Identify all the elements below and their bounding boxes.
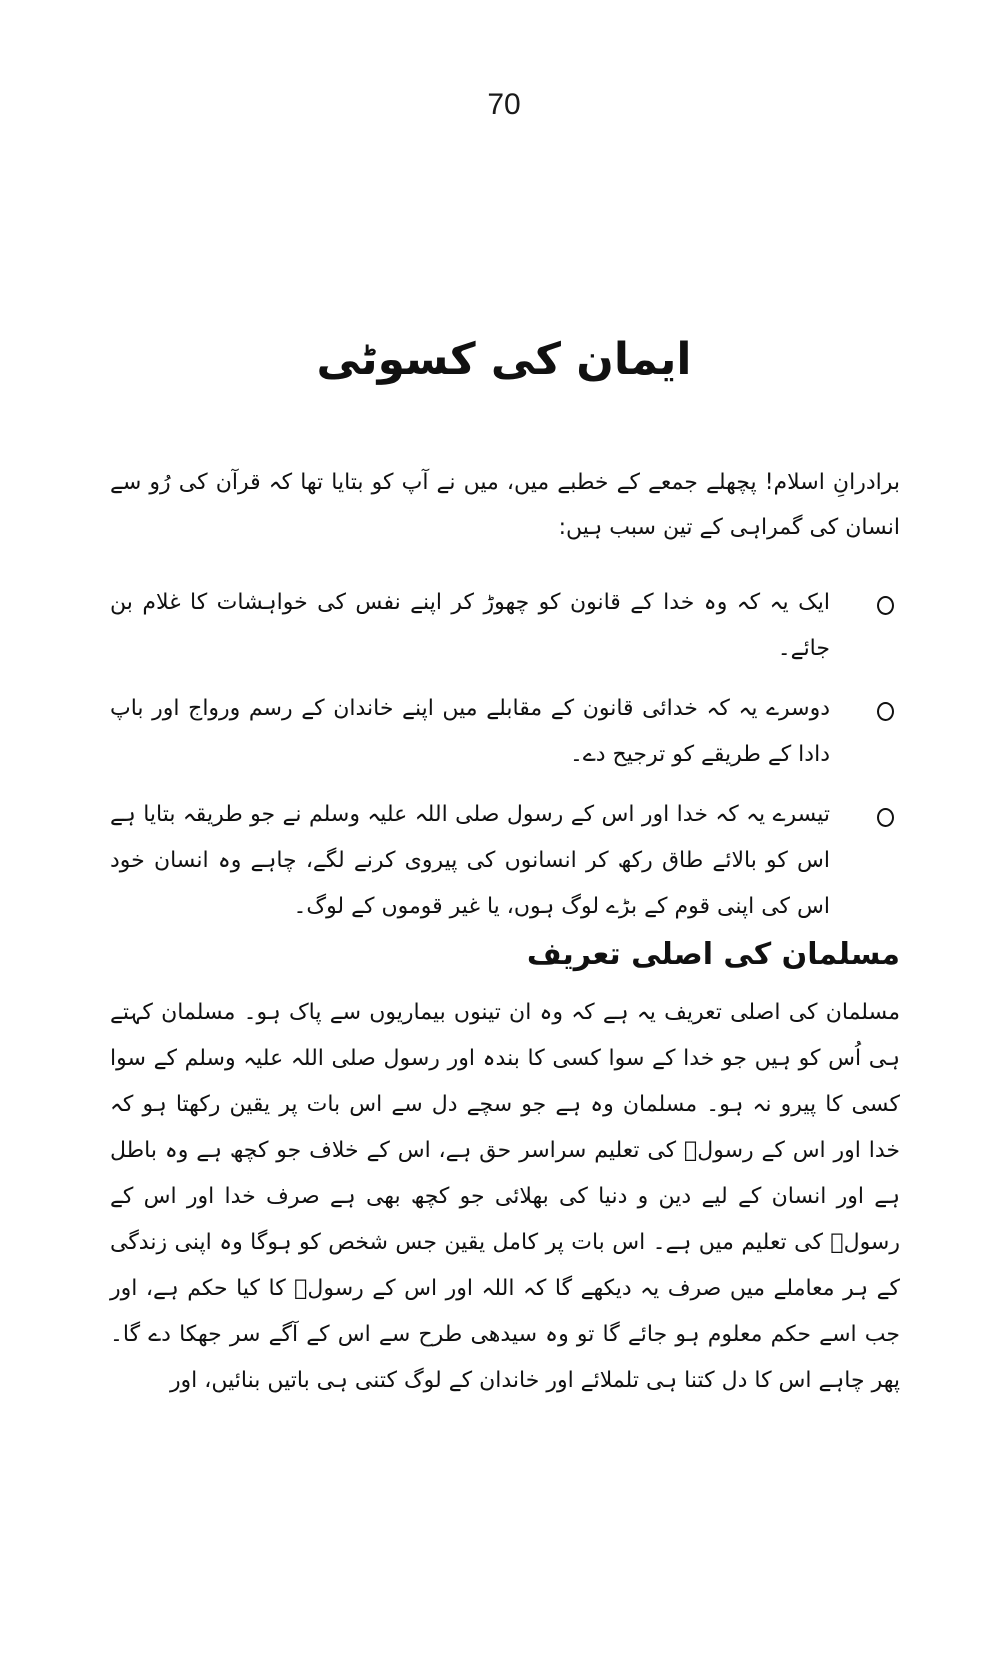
- bullet-circle-icon: [877, 702, 894, 721]
- bullet-list: [110, 580, 900, 944]
- page-number: 70: [487, 88, 521, 121]
- section-heading: مسلمان کی اصلی تعریف: [526, 937, 900, 972]
- bullet-text: تیسرے یہ کہ خدا اور اس کے رسول صلی اللہ علیہ وسلم نے جو طریقہ بتایا ہے اس کو بالائے طاق رکھ کر انسانوں کی پیروی کرنے لگے، چاہے وہ انسان خود اس کی اپنی قوم کے بڑے لوگ ہوں، یا غیر قوموں کے لوگ۔: [110, 802, 830, 919]
- bullet-text: دوسرے یہ کہ خدائی قانون کے مقابلے میں اپنے خاندان کے رسم ورواج اور باپ دادا کے طریقے کو ترجیح دے۔: [110, 696, 830, 767]
- bullet-text: ایک یہ کہ وہ خدا کے قانون کو چھوڑ کر اپنے نفس کی خواہشات کا غلام بن جائے۔: [110, 590, 830, 661]
- chapter-title: ایمان کی کسوٹی: [316, 334, 692, 385]
- section-body-paragraph: مسلمان کی اصلی تعریف یہ ہے کہ وہ ان تینوں بیماریوں سے پاک ہو۔ مسلمان کہتے ہی اُس کو ہیں جو خدا کے سوا کسی کا بندہ اور رسول صلی اللہ علیہ وسلم کے سوا کسی کا پیرو نہ ہو۔ مسلمان وہ ہے جو سچے دل سے اس بات پر یقین رکھتا ہو کہ خدا اور اس کے رسولؐ کی تعلیم سراسر حق ہے، اس کے خلاف جو کچھ ہے وہ باطل ہے اور انسان کے لیے دین و دنیا کی بھلائی جو کچھ بھی ہے صرف خدا اور اس کے رسولؐ کی تعلیم میں ہے۔ اس بات پر کامل یقین جس شخص کو ہوگا وہ اپنی زندگی کے ہر معاملے میں صرف یہ دیکھے گا کہ اللہ اور اس کے رسولؐ کا کیا حکم ہے، اور جب اسے حکم معلوم ہو جائے گا تو وہ سیدھی طرح سے اس کے آگے سر جھکا دے گا۔ پھر چاہے اس کا دل کتنا ہی تلملائے اور خاندان کے لوگ کتنی ہی باتیں بنائیں، اور: [110, 1000, 900, 1393]
- bullet-circle-icon: [877, 596, 894, 615]
- bullet-item-1: [110, 580, 900, 672]
- bullet-item-2: [110, 686, 900, 778]
- intro-paragraph: برادرانِ اسلام! پچھلے جمعے کے خطبے میں، میں نے آپ کو بتایا تھا کہ قرآن کی رُو سے انسان کی گمراہی کے تین سبب ہیں:: [110, 470, 900, 540]
- bullet-item-3: [110, 792, 900, 930]
- bullet-circle-icon: [877, 808, 894, 827]
